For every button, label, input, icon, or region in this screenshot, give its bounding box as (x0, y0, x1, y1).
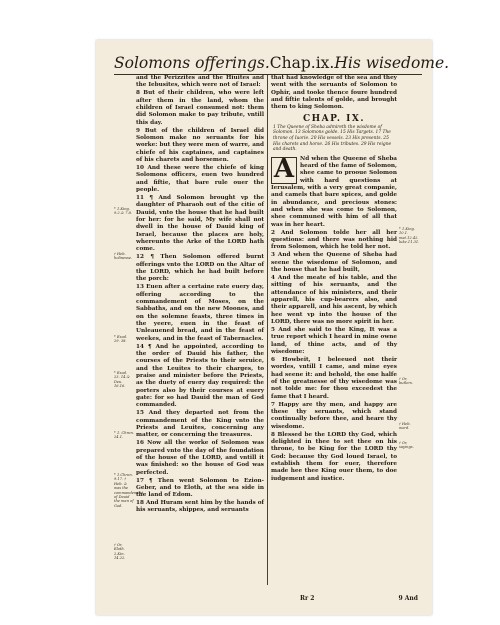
verse: 7 Happy are thy men, and happy are these thy seruants, which stand continually before thee, and heare thy wisedome. (271, 401, 397, 430)
verse: 8 But of their children, who were left after them in the land, whom the children of Israel consumed not: them did Solomon make to pay tribute, vntill this day. (136, 90, 264, 126)
page-footer (296, 595, 422, 607)
verse: 8 Blessed be the LORD thy God, which delighted in thee to set thee on his throne, to be King for the LORD thy God: because thy God loued Israel, to establish them for euer, therefore made hee thee King ouer them, to doe iudgement and iustice. (271, 431, 397, 482)
left-margin-notes (114, 75, 144, 585)
header-right: His wisedome. (334, 54, 450, 72)
left-column (136, 75, 264, 585)
verse: 15 And they departed not from the commandement of the King vnto the Priests and Leuites, concerning any matter, or concerning the treasures. (136, 410, 264, 439)
catchword: 9 And (398, 595, 418, 602)
verse: 13 Euen after a certaine rate euery day, offering according to the commandement of Moses, on the Sabbaths, and on the new Moones, and on the solemne feasts, three times in the yeere, euen in the feast of Unleauened bread, and in the feast of weekes, and in the feast of Tabernacles. (136, 284, 264, 342)
margin-note: * 1.King. 9.2.& 7.8. (114, 207, 133, 216)
verse: 5 And she said to the King, It was a true report which I heard in mine owne land, of thine acts, and of thy wisedome: (271, 326, 397, 355)
chapter-heading: CHAP. IX. (302, 113, 366, 124)
verse: 14 ¶ And he appointed, according to the order of Dauid his father, the courses of the Priests to their seruice, and the Leuites to their charges, to praise and minister before the Priests, as the duety of euery day required: the porters also by their courses at euery gate: for so had Dauid the man of God commanded. (136, 343, 264, 409)
chapter-summary: 1 The Queene of Sheba admireth the wisdome of Solomon. 13 Solomons golde. 15 His Targets. 17 The throne of Iuorie. 20 His vessels. 23 His presents. 25 His charets and horse. 26 His tributes. 29 His reigne and death. (273, 124, 392, 153)
verse: 9 But of the children of Israel did Solomon make no seruants for his worke: but they were men of warre, and chiefe of his captaines, and captaines of his charets and horsemen. (136, 127, 264, 163)
margin-note: * Exod. 23. 14.& Deu. 16.16. (114, 371, 130, 389)
bible-page (96, 40, 450, 615)
text-columns (114, 75, 422, 585)
verse: 16 Now all the worke of Solomon was prepared vnto the day of the foundation of the house of the LORD, and vntill it was finished: so the house of God was perfected. (136, 440, 264, 476)
header-left: Solomons offerings. (114, 54, 270, 72)
margin-note: † Or, butlers. (399, 377, 414, 386)
margin-note: † Or, Eloth. 2.Kin. 14.22. (114, 543, 126, 561)
margin-note: † Or, sayings. (399, 441, 414, 450)
header-center: Chap.ix. (269, 54, 335, 72)
verse: 6 Howbeit, I beleeued not their wordes, vntill I came, and mine eyes had seene it: and behold, the one halfe of the greatnesse of thy wisedome was not tolde me: for thou exceedest the fame that I heard. (271, 356, 397, 400)
verse: 2 And Solomon tolde her all her questions: and there was nothing hid from Solomon, which he told her not. (271, 229, 397, 251)
drop-cap: A (271, 157, 297, 184)
right-margin-notes (399, 75, 421, 585)
verse: 10 And these were the chiefe of king Solomons officers, euen two hundred and fiftie, that bare rule ouer the people. (136, 164, 264, 193)
margin-note: * 1.King. 10.1. mat.12.42. luke.11.31. (399, 227, 420, 245)
verse: 17 ¶ Then went Solomon to Ezion-Geber, and to Eloth, at the sea side in the land of Edom. (136, 477, 264, 499)
right-column (271, 75, 397, 585)
verse: 12 ¶ Then Solomon offered burnt offerings vnto the LORD on the Altar of the LORD, which he had built before the porch: (136, 254, 264, 283)
column-divider (267, 75, 268, 585)
margin-note: * Exod. 29. 38. (114, 335, 128, 344)
verse: that had knowledge of the sea and they went with the seruants of Solomon to Ophir, and tooke thence foure hundred and fiftie talents of golde, and brought them to king Solomon. (271, 75, 397, 111)
running-header (114, 50, 450, 75)
margin-note: * 1.Chron. 9.17. † Heb. & was the commandement of Dauid the man of God. (114, 473, 144, 508)
verse: 18 And Huram sent him by the hands of his seruants, shippes, and seruants (136, 500, 264, 514)
verse: Nd when the Queene of Sheba heard of the fame of Solomon, shee came to prooue Solomon with hard questions at Ierusalem, with a very great companie, and camels that bare spices, and golde in abundance, and precious stones: and when she was come to Solomon, shee communed with him of all that was in her heart. (271, 155, 397, 228)
verse: 4 And the meate of his table, and the sitting of his seruants, and the attendance of his ministers, and their apparell, his cup-bearers also, and their apparell, and his ascent, by which hee went vp into the house of the LORD, there was no more spirit in her. (271, 274, 397, 326)
verse: 3 And when the Queene of Sheba had seene the wisedome of Solomon, and the house that he had built, (271, 252, 397, 274)
margin-note: * 1. Chron. 24.1. (114, 431, 134, 440)
margin-note: † Heb. word. (399, 422, 411, 431)
verse: and the Perizzites and the Hiuites and the Iebusites, which were not of Israel: (136, 75, 264, 89)
margin-note: † Heb. holinesse. (114, 252, 133, 261)
verse: 11 ¶ And Solomon brought vp the daughter of Pharaoh out of the citie of Dauid, vnto the house that he had built for her: for he said, My wife shall not dwell in the house of Dauid king of Israel, because the places are holy, whereunto the Arke of the LORD hath come. (136, 194, 264, 253)
signature-mark: Rr 2 (300, 595, 315, 602)
